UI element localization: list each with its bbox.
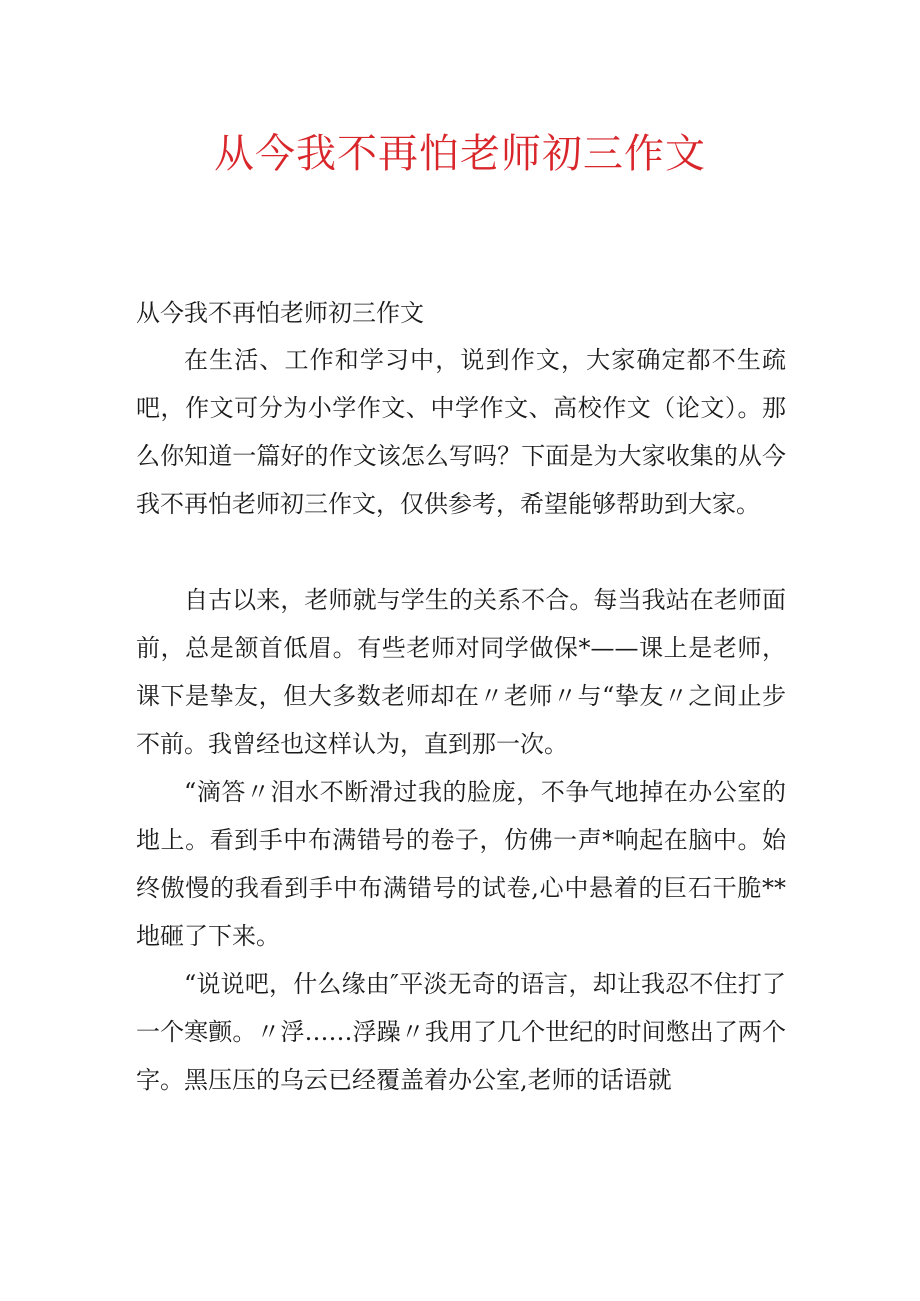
document-subtitle: 从今我不再怕老师初三作文	[136, 299, 424, 327]
paragraph-1: 自古以来，老师就与学生的关系不合。每当我站在老师面前，总是颔首低眉。有些老师对同学做保*——课上是老师，课下是挚友，但大多数老师却在〃老师〃与“挚友〃之间止步不前。我曾经也这样认为，直到那一次。	[136, 586, 786, 758]
paragraph-gap	[136, 528, 786, 576]
paragraph-3: “说说吧，什么缘由″平淡无奇的语言，却让我忍不住打了一个寒颤。〃浮……浮躁〃我用了几个世纪的时间憋出了两个字。黑压压的乌云已经覆盖着办公室,老师的话语就	[136, 970, 786, 1094]
paragraph-intro: 在生活、工作和学习中，说到作文，大家确定都不生疏吧，作文可分为小学作文、中学作文、高校作文（论文）。那么你知道一篇好的作文该怎么写吗？下面是为大家收集的从今我不再怕老师初三作文，仅供参考，希望能够帮助到大家。	[136, 346, 786, 518]
document-body	[136, 290, 786, 1104]
paragraph-2: “滴答〃泪水不断滑过我的脸庞，不争气地掉在办公室的地上。看到手中布满错号的卷子，仿佛一声*响起在脑中。始终傲慢的我看到手中布满错号的试卷,心中悬着的巨石干脆**地砸了下来。	[136, 778, 786, 950]
document-title: 从今我不再怕老师初三作文	[214, 131, 706, 177]
